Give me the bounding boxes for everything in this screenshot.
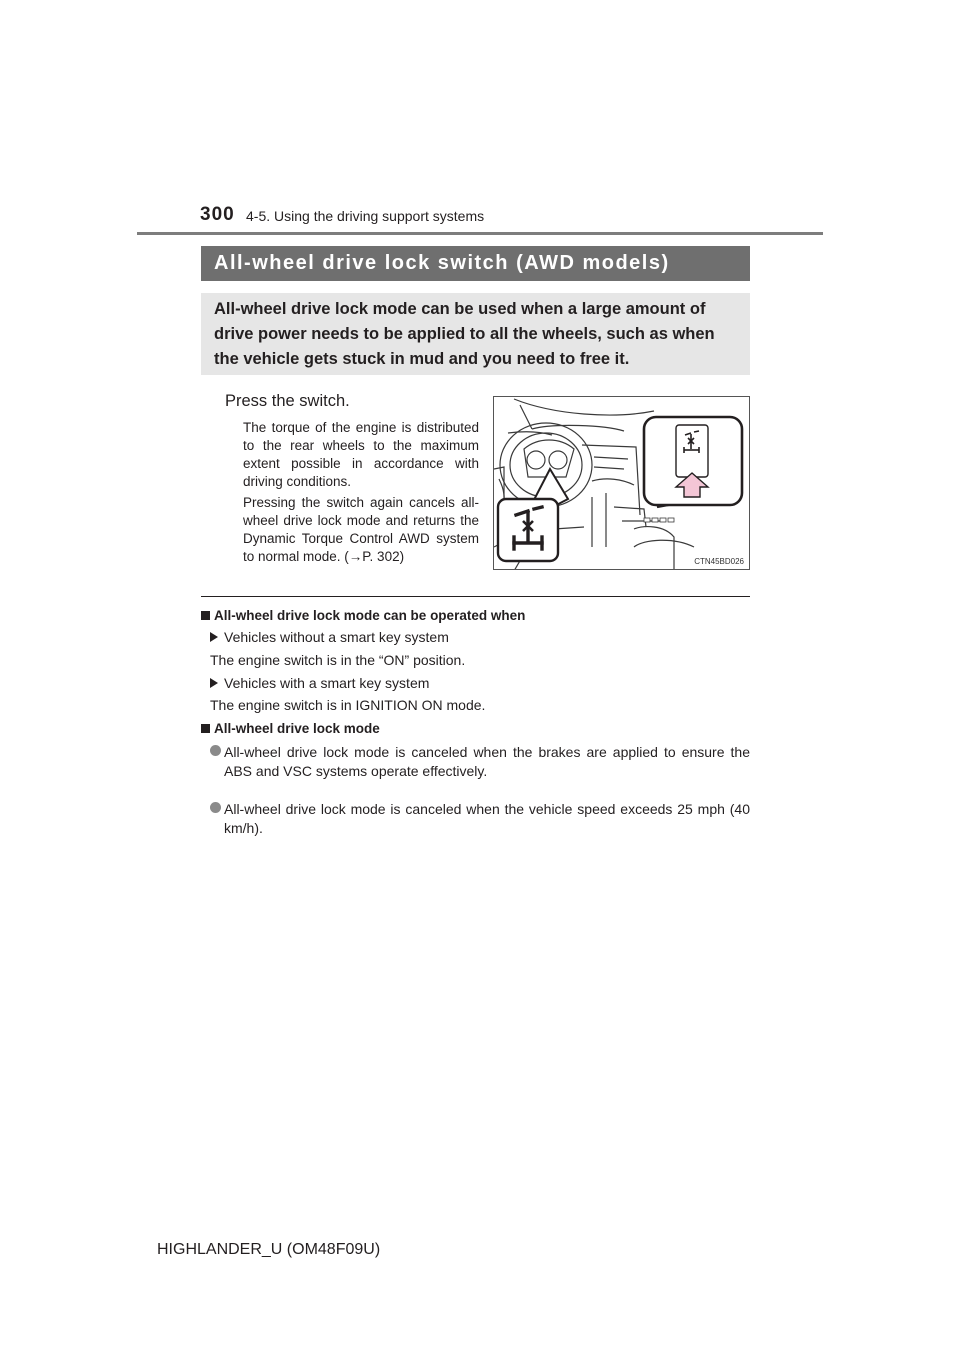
lock-mode-bullet-1 (210, 743, 750, 781)
page-number: 300 (200, 204, 235, 225)
topic-title: All-wheel drive lock switch (AWD models) (201, 246, 750, 281)
case-with-smart-key-text: The engine switch is in IGNITION ON mode. (210, 697, 486, 713)
operation-conditions-heading (201, 608, 525, 623)
case-with-smart-key-label: Vehicles with a smart key system (224, 675, 430, 691)
operation-conditions-heading-text: All-wheel drive lock mode can be operated when (214, 608, 526, 623)
figure-code: CTN45BD026 (694, 557, 744, 566)
case-without-smart-key-text: The engine switch is in the “ON” position. (210, 652, 466, 668)
circle-bullet-icon (210, 745, 221, 756)
step-description-1: The torque of the engine is distributed to the rear wheels to the maximum extent possible in accordance with driving conditions. (243, 420, 479, 489)
header-rule (137, 232, 823, 235)
step-description-2: Pressing the switch again cancels all-wheel drive lock mode and returns the Dynamic Torque Control AWD system to normal mode. (→P. 302) (243, 495, 479, 564)
section-title: 4-5. Using the driving support systems (246, 208, 485, 224)
lock-mode-bullet-2-text: All-wheel drive lock mode is canceled when the vehicle speed exceeds 25 mph (40 km/h). (224, 801, 750, 836)
divider (201, 596, 750, 597)
square-bullet-icon (201, 611, 210, 620)
lock-mode-bullet-2 (210, 800, 750, 838)
footer-model: HIGHLANDER_U (OM48F09U) (157, 1241, 381, 1258)
case-without-smart-key-label: Vehicles without a smart key system (224, 629, 449, 645)
triangle-bullet-icon (210, 678, 218, 688)
topic-summary: All-wheel drive lock mode can be used when a large amount of drive power needs to be applied to all the wheels, such as when the vehicle gets stuck in mud and you need to free it. (201, 293, 750, 375)
switch-location-illustration (493, 396, 750, 570)
case-with-smart-key (210, 675, 429, 691)
circle-bullet-icon (210, 802, 221, 813)
square-bullet-icon (201, 724, 210, 733)
lock-mode-heading (201, 721, 380, 736)
lock-mode-heading-text: All-wheel drive lock mode (214, 721, 380, 736)
lock-mode-bullet-1-text: All-wheel drive lock mode is canceled when the brakes are applied to ensure the ABS and VSC systems operate effectively. (224, 744, 750, 779)
triangle-bullet-icon (210, 632, 218, 642)
step-title: Press the switch. (225, 392, 350, 410)
case-without-smart-key (210, 629, 449, 645)
